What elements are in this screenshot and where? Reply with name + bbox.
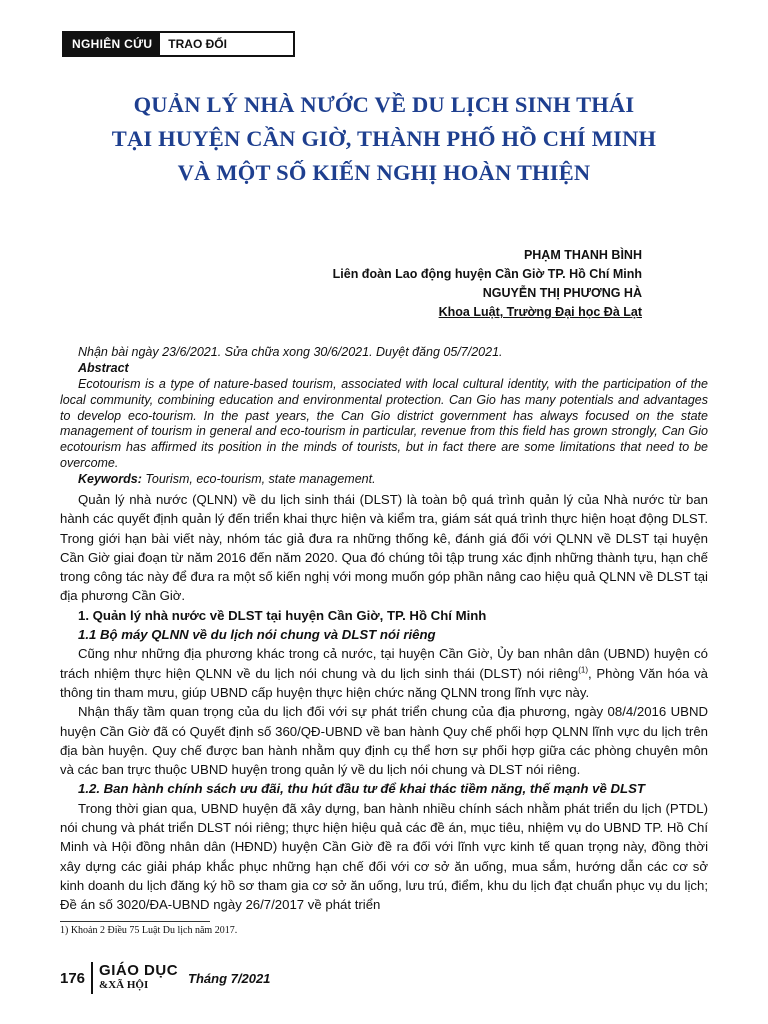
author-affiliation-2: Khoa Luật, Trường Đại học Đà Lạt — [438, 305, 642, 319]
page-number: 176 — [60, 969, 86, 987]
title-line-1: QUẢN LÝ NHÀ NƯỚC VỀ DU LỊCH SINH THÁI — [133, 92, 635, 117]
intro-paragraph: Quản lý nhà nước (QLNN) về du lịch sinh thái (DLST) là toàn bộ quá trình quản lý của Nhà nước từ ban hành các quyết định quản lý đến triển khai thực hiện và kiểm tra, giám sát quá trình thực hiện hoạt động DLST. Trong giới hạn bài viết này, nhóm tác giả đưa ra những thống kê, đánh giá đối với QLNN về DLST tại huyện Cần Giờ giai đoạn từ năm 2016 đến năm 2020. Qua đó chúng tôi tập trung xác định những thành tựu, hạn chế trong công tác này để đưa ra một số kiến nghị với mong muốn góp phần nâng cao hiệu quả QLNN về DLST tại địa phương Cần Giờ. — [60, 492, 708, 604]
paragraph-1-text-cont: , Phòng Văn hóa và thông tin tham mưu, giúp UBND cấp huyện thực hiện chức năng QLNN trong lĩnh vực này. — [60, 665, 708, 700]
keywords-text: Tourism, eco-tourism, state management. — [141, 472, 376, 486]
author-block — [333, 246, 642, 322]
journal-logo-top: GIÁO DỤC — [99, 962, 179, 979]
subsection-heading-1-1: 1.1 Bộ máy QLNN về du lịch nói chung và DLST nói riêng — [78, 627, 436, 643]
title-line-3: VÀ MỘT SỐ KIẾN NGHỊ HOÀN THIỆN — [177, 160, 591, 185]
section-tag-research: NGHIÊN CỨU — [64, 33, 160, 55]
paragraph-3: Trong thời gian qua, UBND huyện đã xây dựng, ban hành nhiều chính sách nhằm phát triển du lịch (PTDL) nói chung và phát triển DLST nói riêng; thực hiện hiệu quả các đề án, mục tiêu, nhiệm vụ do UBND TP. Hồ Chí Minh và Hội đồng nhân dân (HĐND) huyện Cần Giờ đề ra đối với lĩnh vực kinh tế quan trọng này, đồng thời xây dựng các giải pháp khắc phục những hạn chế đối với cơ sở ăn uống, mua sắm, hướng dẫn các cơ sở kinh doanh du lịch đăng ký hồ sơ tham gia cơ sở ăn uống, lưu trú, điểm, khu du lịch đạt chuẩn phục vụ du lịch; Đề án số 3020/ĐA-UBND ngày 26/7/2017 về phát triển — [60, 800, 708, 913]
paragraph-2: Nhận thấy tầm quan trọng của du lịch đối với sự phát triển chung của địa phương, ngày 08/4/2016 UBND huyện Cần Giờ đã có Quyết định số 360/QĐ-UBND về ban hành Quy chế phối hợp QLNN lĩnh vực du lịch trên địa bàn huyện. Quy chế được ban hành nhằm quy định cụ thể hơn sự phối hợp giữa các phòng chuyên môn và các ban trực thuộc UBND huyện trong quản lý về du lịch nói chung và DLST nói riêng. — [60, 704, 708, 778]
issue-date: Tháng 7/2021 — [188, 970, 271, 986]
footer-divider — [91, 962, 93, 994]
received-dates: Nhận bài ngày 23/6/2021. Sửa chữa xong 30/6/2021. Duyệt đăng 05/7/2021. — [78, 345, 503, 359]
article-title — [40, 88, 728, 190]
journal-logo — [99, 964, 178, 992]
footnote-divider — [60, 921, 210, 922]
page-footer — [60, 962, 270, 994]
paragraph-1 — [60, 644, 708, 702]
title-line-2: TẠI HUYỆN CẦN GIỜ, THÀNH PHỐ HỒ CHÍ MINH — [111, 126, 657, 151]
abstract-text: Ecotourism is a type of nature-based tourism, associated with local cultural identity, with the participation of the local community, combining education and environmental protection. Can Gio has many potentials and advantages to develop eco-tourism. In the past years, the Can Gio district government has always focused on the state management of tourism in general and eco-tourism in particular, revenue from this field has grown strongly, Can Gio ecotourism has affirmed its position in the minds of tourists, but in fact there are some limitations that need to be overcome. — [60, 377, 708, 470]
keywords-label: Keywords: — [78, 472, 142, 486]
author-name-2: NGUYỄN THỊ PHƯƠNG HÀ — [482, 286, 642, 300]
section-heading-1: 1. Quản lý nhà nước về DLST tại huyện Cần Giờ, TP. Hồ Chí Minh — [78, 607, 487, 623]
abstract-heading: Abstract — [78, 361, 129, 375]
journal-logo-bottom: &XÃ HỘI — [99, 979, 149, 991]
subsection-heading-1-2: 1.2. Ban hành chính sách ưu đãi, thu hút đầu tư để khai thác tiềm năng, thế mạnh về DLST — [78, 781, 645, 797]
section-tag — [62, 31, 295, 57]
author-name-1: PHẠM THANH BÌNH — [523, 248, 642, 262]
author-affiliation-1: Liên đoàn Lao động huyện Cần Giờ TP. Hồ Chí Minh — [332, 267, 642, 281]
section-tag-exchange: TRAO ĐỔI — [168, 37, 227, 51]
footnote-ref-1: (1) — [578, 665, 589, 675]
paragraph-1-text: Cũng như những địa phương khác trong cả nước, tại huyện Cần Giờ, Ủy ban nhân dân (UBND) huyện có trách nhiệm thực hiện QLNN về du lịch nói chung và du lịch sinh thái (DLST) nói riêng — [60, 646, 708, 681]
article-body — [60, 490, 708, 915]
keywords — [78, 472, 376, 486]
footnote: 1) Khoản 2 Điều 75 Luật Du lịch năm 2017. — [60, 925, 238, 936]
